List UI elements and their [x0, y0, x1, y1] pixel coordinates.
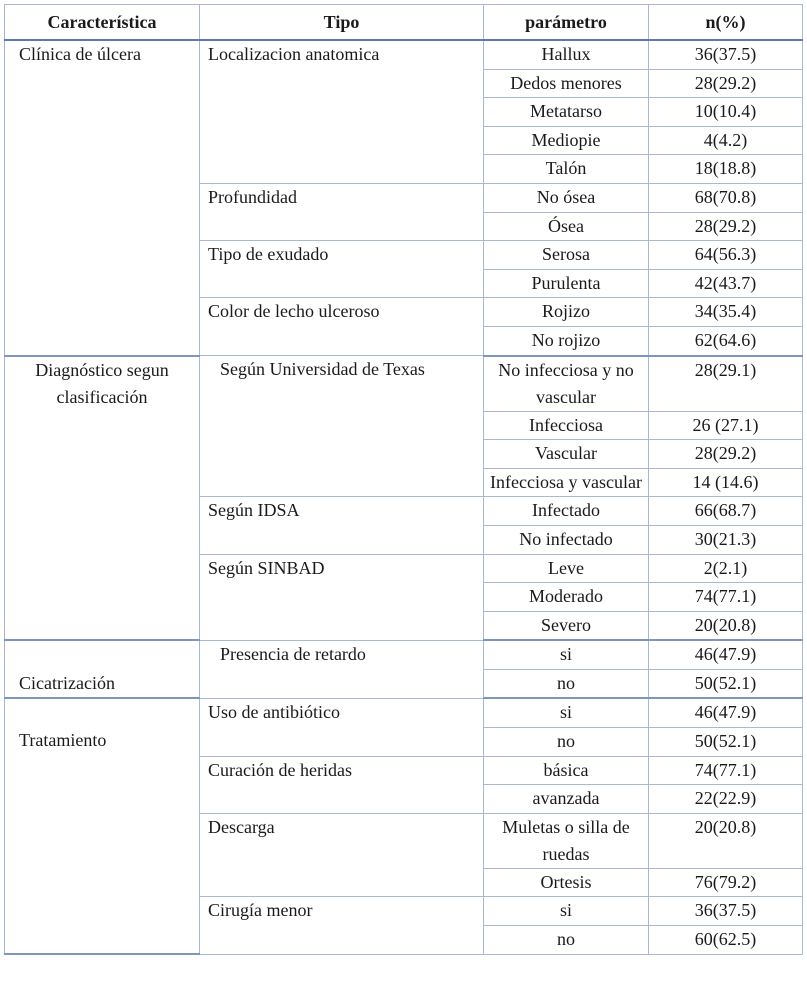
value-cell: 74(77.1): [649, 756, 803, 785]
value-cell: 60(62.5): [649, 926, 803, 955]
parametro-cell: Rojizo: [484, 298, 649, 327]
value-cell: 66(68.7): [649, 497, 803, 526]
parametro-cell: Severo: [484, 611, 649, 640]
characteristics-table: [4, 4, 803, 955]
parametro-cell: si: [484, 640, 649, 669]
parametro-cell: Mediopie: [484, 126, 649, 155]
parametro-cell: Purulenta: [484, 269, 649, 298]
tipo-cell: Curación de heridas: [200, 756, 484, 813]
parametro-cell: Dedos menores: [484, 69, 649, 98]
value-cell: 28(29.2): [649, 440, 803, 469]
tipo-cell: Según Universidad de Texas: [200, 356, 484, 497]
value-cell: 46(47.9): [649, 698, 803, 727]
caracteristica-cell: Diagnóstico segun clasificación: [5, 356, 200, 641]
value-cell: 14 (14.6): [649, 468, 803, 497]
parametro-cell: básica: [484, 756, 649, 785]
value-cell: 20(20.8): [649, 611, 803, 640]
value-cell: 68(70.8): [649, 183, 803, 212]
value-cell: 2(2.1): [649, 554, 803, 583]
value-cell: 18(18.8): [649, 155, 803, 184]
parametro-cell: Infecciosa y vascular: [484, 468, 649, 497]
header-n-percent: n(%): [649, 5, 803, 41]
value-cell: 64(56.3): [649, 241, 803, 270]
parametro-cell: Leve: [484, 554, 649, 583]
parametro-cell: Ósea: [484, 212, 649, 241]
parametro-cell: Moderado: [484, 583, 649, 612]
parametro-cell: No infecciosa y no vascular: [484, 356, 649, 412]
tipo-cell: Según IDSA: [200, 497, 484, 554]
tipo-cell: Según SINBAD: [200, 554, 484, 640]
value-cell: 20(20.8): [649, 813, 803, 868]
value-cell: 4(4.2): [649, 126, 803, 155]
value-cell: 36(37.5): [649, 40, 803, 69]
tipo-cell: Uso de antibiótico: [200, 698, 484, 756]
parametro-cell: Ortesis: [484, 868, 649, 897]
parametro-cell: Hallux: [484, 40, 649, 69]
value-cell: 74(77.1): [649, 583, 803, 612]
tipo-cell: Descarga: [200, 813, 484, 897]
parametro-cell: Infecciosa: [484, 411, 649, 440]
parametro-cell: avanzada: [484, 785, 649, 814]
value-cell: 34(35.4): [649, 298, 803, 327]
parametro-cell: si: [484, 698, 649, 727]
header-caracteristica: Característica: [5, 5, 200, 41]
parametro-cell: no: [484, 926, 649, 955]
header-parametro: parámetro: [484, 5, 649, 41]
parametro-cell: No rojizo: [484, 326, 649, 355]
header-row: [5, 5, 803, 41]
value-cell: 50(52.1): [649, 669, 803, 698]
parametro-cell: No ósea: [484, 183, 649, 212]
header-tipo: Tipo: [200, 5, 484, 41]
parametro-cell: Talón: [484, 155, 649, 184]
tipo-cell: Cirugía menor: [200, 897, 484, 954]
value-cell: 26 (27.1): [649, 411, 803, 440]
tipo-cell: Color de lecho ulceroso: [200, 298, 484, 356]
tipo-cell: Profundidad: [200, 183, 484, 240]
value-cell: 10(10.4): [649, 98, 803, 127]
parametro-cell: Serosa: [484, 241, 649, 270]
value-cell: 76(79.2): [649, 868, 803, 897]
value-cell: 62(64.6): [649, 326, 803, 355]
value-cell: 30(21.3): [649, 525, 803, 554]
tipo-cell: Tipo de exudado: [200, 241, 484, 298]
tipo-cell: Presencia de retardo: [200, 640, 484, 698]
caracteristica-cell: Clínica de úlcera: [5, 40, 200, 356]
table-row: [5, 356, 803, 412]
value-cell: 36(37.5): [649, 897, 803, 926]
table-row: [5, 640, 803, 669]
parametro-cell: No infectado: [484, 525, 649, 554]
value-cell: 28(29.2): [649, 212, 803, 241]
parametro-cell: no: [484, 728, 649, 757]
parametro-cell: no: [484, 669, 649, 698]
table-row: [5, 40, 803, 69]
value-cell: 50(52.1): [649, 728, 803, 757]
parametro-cell: si: [484, 897, 649, 926]
caracteristica-cell: Tratamiento: [5, 698, 200, 954]
value-cell: 28(29.1): [649, 356, 803, 412]
value-cell: 42(43.7): [649, 269, 803, 298]
parametro-cell: Infectado: [484, 497, 649, 526]
parametro-cell: Vascular: [484, 440, 649, 469]
tipo-cell: Localizacion anatomica: [200, 40, 484, 183]
parametro-cell: Metatarso: [484, 98, 649, 127]
caracteristica-cell: Cicatrización: [5, 640, 200, 698]
value-cell: 46(47.9): [649, 640, 803, 669]
table-row: [5, 698, 803, 727]
parametro-cell: Muletas o silla de ruedas: [484, 813, 649, 868]
value-cell: 22(22.9): [649, 785, 803, 814]
value-cell: 28(29.2): [649, 69, 803, 98]
